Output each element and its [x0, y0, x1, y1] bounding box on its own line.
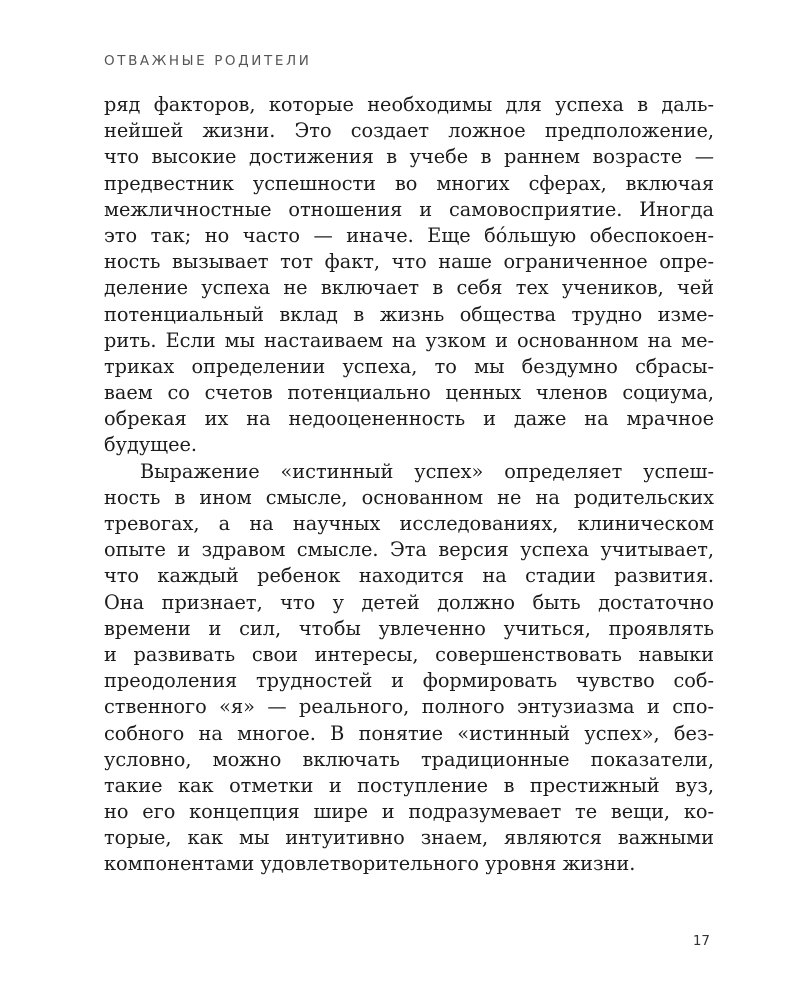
text-line: Выражение «истинный успех» определяет успеш-	[140, 459, 714, 483]
text-line: такие как отметки и поступление в престижный вуз,	[104, 773, 714, 797]
text-line: рить. Если мы настаиваем на узком и основанном на ме-	[104, 328, 714, 352]
paragraph-1	[104, 92, 714, 459]
text-line: потенциальный вклад в жизнь общества трудно изме-	[104, 302, 714, 326]
text-line: деление успеха не включает в себя тех учеников, чей	[104, 276, 714, 300]
paragraph-2	[104, 459, 714, 878]
text-line: что каждый ребенок находится на стадии развития.	[104, 564, 714, 588]
text-line: торые, как мы интуитивно знаем, являются важными	[104, 826, 714, 850]
text-line: ваем со счетов потенциально ценных членов социума,	[104, 381, 714, 405]
text-line: ственного «я» — реального, полного энтузиазма и спо-	[104, 695, 714, 719]
body-text	[104, 92, 714, 878]
text-line: предвестник успешности во многих сферах, включая	[104, 171, 714, 195]
text-line: межличностные отношения и самовосприятие. Иногда	[104, 197, 714, 221]
text-line: времени и сил, чтобы увлеченно учиться, проявлять	[104, 616, 714, 640]
text-line: триках определении успеха, то мы бездумно сбрасы-	[104, 354, 714, 378]
text-line: Она признает, что у детей должно быть достаточно	[104, 590, 714, 614]
text-line: ность вызывает тот факт, что наше ограниченное опре-	[104, 250, 714, 274]
text-line: будущее.	[104, 433, 198, 457]
running-head-title: ОТВАЖНЫЕ РОДИТЕЛИ	[104, 53, 312, 69]
text-line: и развивать свои интересы, совершенствовать навыки	[104, 642, 714, 666]
text-line: нейшей жизни. Это создает ложное предположение,	[104, 119, 714, 143]
text-line: обрекая их на недооцененность и даже на мрачное	[104, 407, 714, 431]
text-line: собного на многое. В понятие «истинный успех», без-	[104, 721, 714, 745]
text-line: опыте и здравом смысле. Эта версия успеха учитывает,	[104, 538, 714, 562]
text-line: преодоления трудностей и формировать чувство соб-	[104, 669, 714, 693]
page-number: 17	[692, 933, 710, 949]
text-line: ряд факторов, которые необходимы для успеха в даль-	[104, 93, 714, 116]
text-line: ность в ином смысле, основанном не на родительских	[104, 485, 714, 509]
text-line: тревогах, а на научных исследованиях, клиническом	[104, 512, 714, 535]
text-line: условно, можно включать традиционные показатели,	[104, 747, 714, 771]
text-line: но его концепция шире и подразумевает те вещи, ко-	[104, 800, 714, 824]
text-line: компонентами удовлетворительного уровня жизни.	[104, 852, 636, 876]
text-line: что высокие достижения в учебе в раннем возрасте —	[104, 145, 714, 169]
text-line: это так; но часто — иначе. Еще бóльшую обеспокоен-	[104, 223, 714, 247]
